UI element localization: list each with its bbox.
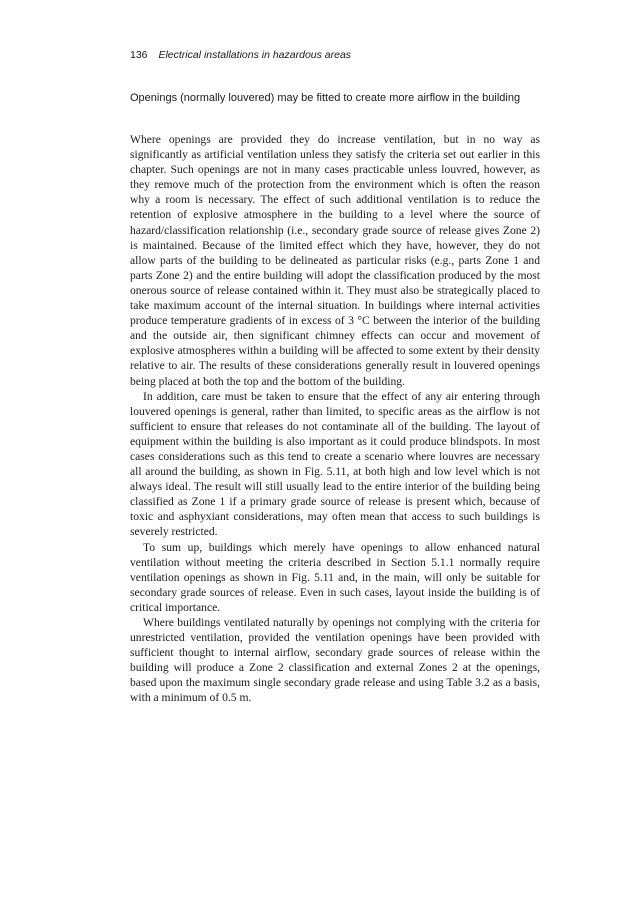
page-number: 136 [130,49,148,61]
body-text [130,132,540,706]
paragraph: In addition, care must be taken to ensure that the effect of any air entering through louvered openings is general, rather than limited, to specific areas as the airflow is not sufficient to ensure that releases do not contaminate all of the building. The layout of equipment within the building is also important as it could produce blindspots. In most cases considerations such as this tend to create a scenario where louvres are necessary all around the building, as shown in Fig. 5.11, at both high and low level which is not always ideal. The result will still usually lead to the entire interior of the building being classified as Zone 1 if a primary grade source of release is present which, because of toxic and asphyxiant considerations, may often mean that access to such buildings is severely restricted. [130,389,540,539]
paragraph: Where openings are provided they do increase ventilation, but in no way as significantly as artificial ventilation unless they satisfy the criteria set out earlier in this chapter. Such openings are not in many cases practicable unless louvred, however, as they remove much of the protection from the environment which is often the reason why a room is necessary. The effect of such additional ventilation is to reduce the retention of explosive atmosphere in the building to a level where the source of hazard/classification relationship (i.e., secondary grade source of release gives Zone 2) is maintained. Because of the limited effect which they have, however, they do not allow parts of the building to be delineated as particular risks (e.g., parts Zone 1 and parts Zone 2) and the entire building will adopt the classification produced by the most onerous source of release contained within it. They must also be strategically placed to take maximum account of the internal situation. In buildings where internal activities produce temperature gradients of in excess of 3 °C between the interior of the building and the outside air, then significant chimney effects can occur and movement of explosive atmospheres within a building will be affected to some extent by their density relative to air. The results of these considerations generally result in louvered openings being placed at both the top and the bottom of the building. [130,133,540,388]
paragraph: Where buildings ventilated naturally by openings not complying with the criteria for unrestricted ventilation, provided the ventilation openings have been provided with sufficient thought to internal airflow, secondary grade sources of release within the building will produce a Zone 2 classification and external Zones 2 at the openings, based upon the maximum single secondary grade release and using Table 3.2 as a basis, with a minimum of 0.5 m. [130,616,540,705]
section-heading: Openings (normally louvered) may be fitted to create more airflow in the building [130,92,521,104]
running-title: Electrical installations in hazardous areas [158,49,352,61]
running-head [130,49,570,61]
paragraph: To sum up, buildings which merely have openings to allow enhanced natural ventilation without meeting the criteria described in Section 5.1.1 normally require ventilation openings as shown in Fig. 5.11 and, in the main, will only be suitable for secondary grade sources of release. Even in such cases, layout inside the building is of critical importance. [130,540,540,614]
